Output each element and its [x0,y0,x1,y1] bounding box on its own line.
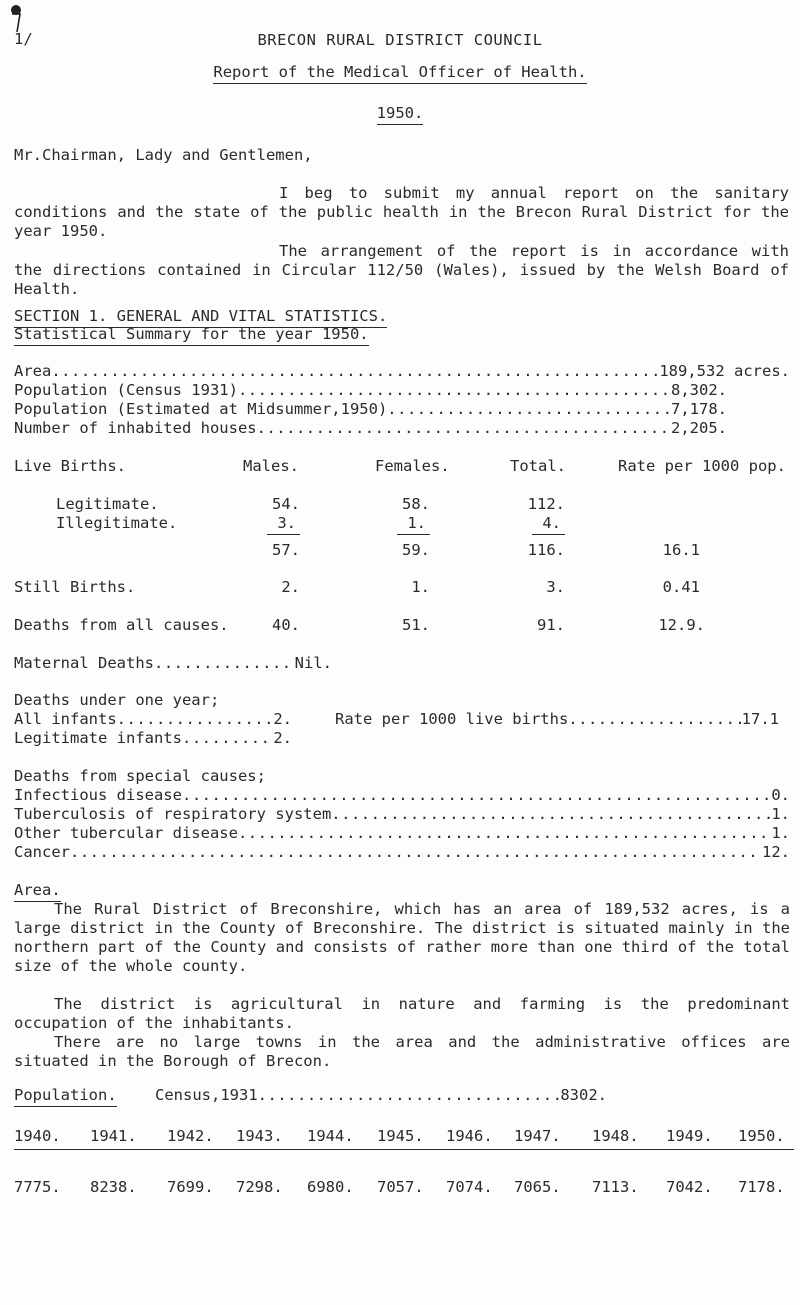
row-males: 2. [281,578,300,596]
year-cell: 1947. [514,1127,561,1145]
row-rate: 12.9. [658,616,705,634]
page-number: 1/ [14,30,33,48]
area-heading: Area. [14,881,61,902]
section-subheading: Statistical Summary for the year 1950. [14,325,369,346]
row-males: 40. [272,616,300,634]
council-name: BRECON RURAL DISTRICT COUNCIL [257,31,543,49]
row-males: 54. [272,495,300,513]
row-total: 91. [537,616,565,634]
population-value-cell: 7074. [446,1178,493,1196]
summary-population-census: Population (Census 1931) ..... 8,302. [14,381,727,400]
row-label: Illegitimate. [56,514,178,532]
year-cell: 1942. [167,1127,214,1145]
year-cell: 1940. [14,1127,61,1145]
special-cause-tb-other: Other tubercular disease ..... 1. [14,824,790,843]
population-value-cell: 7178. [738,1178,785,1196]
year-cell: 1948. [592,1127,639,1145]
row-label: Deaths from all causes. [14,616,229,634]
population-years-row [14,1127,794,1150]
infant-deaths-all: All infants ..... 2. [14,710,292,729]
population-value-cell: 7699. [167,1178,214,1196]
intro-paragraph-1: I beg to submit my annual report on the sanitary conditions and the state of the public health in the Brecon Rural District for the year 1950. [14,184,789,240]
row-females: 58. [402,495,430,513]
infant-deaths-legitimate: Legitimate infants ..... 2. [14,729,292,748]
population-heading: Population. [14,1086,117,1107]
population-value-cell: 7775. [14,1178,61,1196]
area-paragraph-3: There are no large towns in the area and the administrative offices are situated in the Borough of Brecon. [14,1033,790,1070]
year-cell: 1949. [666,1127,713,1145]
row-females: 51. [402,616,430,634]
population-census: Census,1931 ..... 8302. [155,1086,607,1105]
salutation: Mr.Chairman, Lady and Gentlemen, [14,146,313,164]
year-cell: 1945. [377,1127,424,1145]
area-paragraph-1: The Rural District of Breconshire, which has an area of 189,532 acres, is a large district in the County of Breconshire. The district is situated mainly in the northern part of the County and consists of rather more than one third of the total size of the whole county. [14,900,790,975]
year-cell: 1950. [738,1127,785,1145]
section-heading: SECTION 1. GENERAL AND VITAL STATISTICS. [14,307,387,328]
row-females: 59. [402,541,430,559]
year-cell: 1946. [446,1127,493,1145]
births-header-total: Total. [510,457,566,475]
summary-houses: Number of inhabited houses ..... 2,205. [14,419,727,438]
maternal-deaths: Maternal Deaths ..... Nil. [14,654,332,673]
row-label: Still Births. [14,578,136,596]
year-cell: 1944. [307,1127,354,1145]
special-causes-heading: Deaths from special causes; [14,767,266,785]
year-cell: 1943. [236,1127,283,1145]
intro-paragraph-2: The arrangement of the report is in accordance with the directions contained in Circular 112/50 (Wales), issued by the Welsh Board of Health. [14,242,789,298]
special-cause-cancer: Cancer ..... 12. [14,843,790,862]
births-header-males: Males. [243,457,299,475]
births-header-rate: Rate per 1000 pop. [618,457,786,475]
births-header-label: Live Births. [14,457,126,475]
population-value-cell: 7298. [236,1178,283,1196]
special-cause-infectious: Infectious disease ..... 0. [14,786,790,805]
population-value-cell: 8238. [90,1178,137,1196]
row-total: 3. [546,578,565,596]
row-rate: 0.41 [662,578,700,596]
special-cause-tb-respiratory: Tuberculosis of respiratory system ..... 1. [14,805,790,824]
row-total: 112. [527,495,565,513]
row-total: 4. [505,514,565,535]
population-value-cell: 6980. [307,1178,354,1196]
report-title: Report of the Medical Officer of Health. [0,63,800,84]
infant-mortality-rate: Rate per 1000 live births ..... 17.1 [335,710,779,729]
infant-deaths-heading: Deaths under one year; [14,691,220,709]
population-values-row [14,1178,794,1198]
population-value-cell: 7065. [514,1178,561,1196]
row-males: 57. [272,541,300,559]
row-total: 116. [527,541,565,559]
report-year: 1950. [0,104,800,125]
summary-population-estimated: Population (Estimated at Midsummer,1950) ..... 7,178. [14,400,727,419]
year-cell: 1941. [90,1127,137,1145]
row-females: 1. [380,514,430,535]
row-label: Legitimate. [56,495,159,513]
births-header-females: Females. [375,457,450,475]
summary-area: Area ..... 189,532 acres. [14,362,790,381]
row-rate: 16.1 [662,541,700,559]
row-females: 1. [411,578,430,596]
population-value-cell: 7057. [377,1178,424,1196]
area-paragraph-2: The district is agricultural in nature and farming is the predominant occupation of the inhabitants. [14,995,790,1032]
population-value-cell: 7113. [592,1178,639,1196]
row-males: 3. [250,514,300,535]
population-value-cell: 7042. [666,1178,713,1196]
